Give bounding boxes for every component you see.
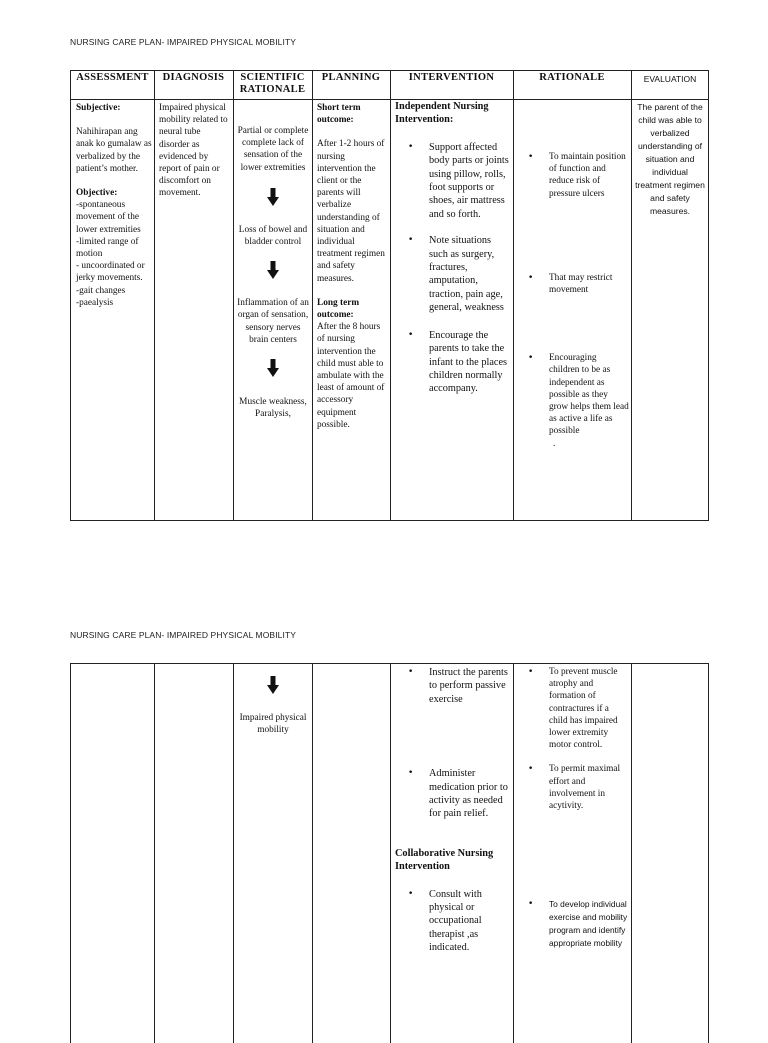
care-plan-table (70, 70, 709, 521)
header-assessment: ASSESSMENT (76, 72, 149, 83)
objective-label: Objective: (76, 188, 118, 199)
rationale-cell (515, 151, 629, 450)
column-divider (154, 71, 155, 520)
header-scientific-line2: RATIONALE (239, 84, 306, 95)
header-scientific-rationale (233, 71, 312, 102)
intervention-item: • Support affected body parts or joints using pillow, rolls, foot supports or shoes, air mattress and so forth. (395, 141, 511, 221)
down-arrow-icon (267, 359, 279, 377)
intervention-item: • Instruct the parents to perform passive exercise (395, 666, 511, 706)
collaborative-rationale-list (515, 898, 629, 950)
rationale-list (515, 666, 629, 812)
intervention-continued (395, 666, 511, 955)
objective-item: -spontaneous movement of the lower extremities (76, 200, 141, 235)
column-divider (233, 664, 234, 1043)
down-arrow-icon (267, 188, 279, 206)
long-term-label: Long term outcome: (317, 297, 360, 321)
objective-item: -paealysis (76, 297, 114, 308)
assessment-cell (76, 102, 152, 309)
rationale-item: • To maintain position of function and reduce risk of pressure ulcers (515, 151, 629, 200)
rationale-continued (515, 666, 629, 950)
column-divider (390, 664, 391, 1043)
rationale-list (515, 151, 629, 438)
header-diagnosis: DIAGNOSIS (162, 72, 225, 83)
rationale-item: • To develop individual exercise and mobility program and identify appropriate mobility (515, 898, 629, 950)
rationale-step: Loss of bowel and bladder control (238, 224, 308, 248)
header-intervention: INTERVENTION (408, 72, 495, 83)
rationale-step: Partial or complete complete lack of sensation of the lower extremities (237, 126, 309, 173)
header-rationale: RATIONALE (539, 72, 605, 83)
diagnosis-cell (159, 102, 229, 200)
rationale-trailing-dot: . (553, 438, 556, 449)
intervention-cell (395, 100, 511, 396)
rationale-step: Muscle weakness, Paralysis, (239, 397, 307, 420)
evaluation-text: The parent of the child was able to verbalized understanding of situation and individual treatment regimen and safety measures. (635, 102, 705, 216)
intervention-item: • Administer medication prior to activity as needed for pain relief. (395, 767, 511, 821)
intervention-item: • Encourage the parents to take the infant to the places children normally accompany. (395, 329, 511, 396)
rationale-item: • To prevent muscle atrophy and formation of contractures if a child has impaired lower extremity motor control. (515, 666, 629, 751)
column-divider (513, 71, 514, 520)
column-divider (631, 71, 632, 520)
rationale-step: Inflammation of an organ of sensation, sensory nerves brain centers (237, 298, 309, 345)
rationale-item: • That may restrict movement (515, 272, 629, 296)
collaborative-list (395, 888, 511, 955)
rationale-step: Impaired physical mobility (239, 713, 307, 736)
column-divider (154, 664, 155, 1043)
evaluation-cell (633, 101, 707, 218)
subjective-label: Subjective: (76, 103, 121, 113)
short-term-text: After 1-2 hours of nursing intervention the client or the parents will verbalize understanding of situation and individual treatment regimen and safety measures. (317, 139, 385, 284)
objective-item: -limited range of motion (76, 236, 139, 260)
down-arrow-icon (267, 676, 279, 694)
column-divider (312, 664, 313, 1043)
short-term-label: Short term outcome: (317, 103, 361, 126)
header-evaluation: EVALUATION (643, 74, 697, 84)
intervention-item: • Note situations such as surgery, fractures, amputation, traction, pain age, general, weakness (395, 234, 511, 314)
column-divider (312, 71, 313, 520)
scientific-rationale-cell (236, 125, 310, 420)
subjective-text: Nahihirapan ang anak ko gumalaw as verbalized by the patient’s mother. (76, 127, 152, 174)
objective-item: - uncoordinated or jerky movements. (76, 261, 145, 284)
long-term-text: After the 8 hours of nursing intervention the child must able to ambulate with the least of amount of accessory equipment possible. (317, 322, 385, 430)
intervention-list (395, 666, 511, 821)
care-plan-table-continued (70, 663, 709, 1043)
column-divider (513, 664, 514, 1043)
column-divider (233, 71, 234, 520)
scientific-rationale-continued (236, 676, 310, 736)
rationale-item: • To permit maximal effort and involvement in acytivity. (515, 763, 629, 812)
page-title: NURSING CARE PLAN- IMPAIRED PHYSICAL MOBILITY (70, 37, 297, 47)
intervention-list (395, 141, 511, 396)
independent-label: Independent Nursing Intervention: (395, 101, 489, 126)
rationale-item: • Encouraging children to be as independent as possible as they grow helps them lead as active a life as possible (515, 352, 629, 437)
page-title: NURSING CARE PLAN- IMPAIRED PHYSICAL MOBILITY (70, 630, 297, 640)
collaborative-item: • Consult with physical or occupational therapist ,as indicated. (395, 888, 511, 955)
diagnosis-text: Impaired physical mobility related to neural tube disorder as evidenced by report of pain or discomfort on movement. (159, 103, 228, 199)
header-scientific-line1: SCIENTIFIC (240, 72, 305, 83)
column-divider (390, 71, 391, 520)
planning-cell (317, 102, 387, 431)
header-planning: PLANNING (321, 72, 381, 83)
objective-item: -gait changes (76, 285, 126, 296)
down-arrow-icon (267, 261, 279, 279)
collaborative-label: Collaborative Nursing Intervention (395, 847, 494, 873)
column-divider (631, 664, 632, 1043)
